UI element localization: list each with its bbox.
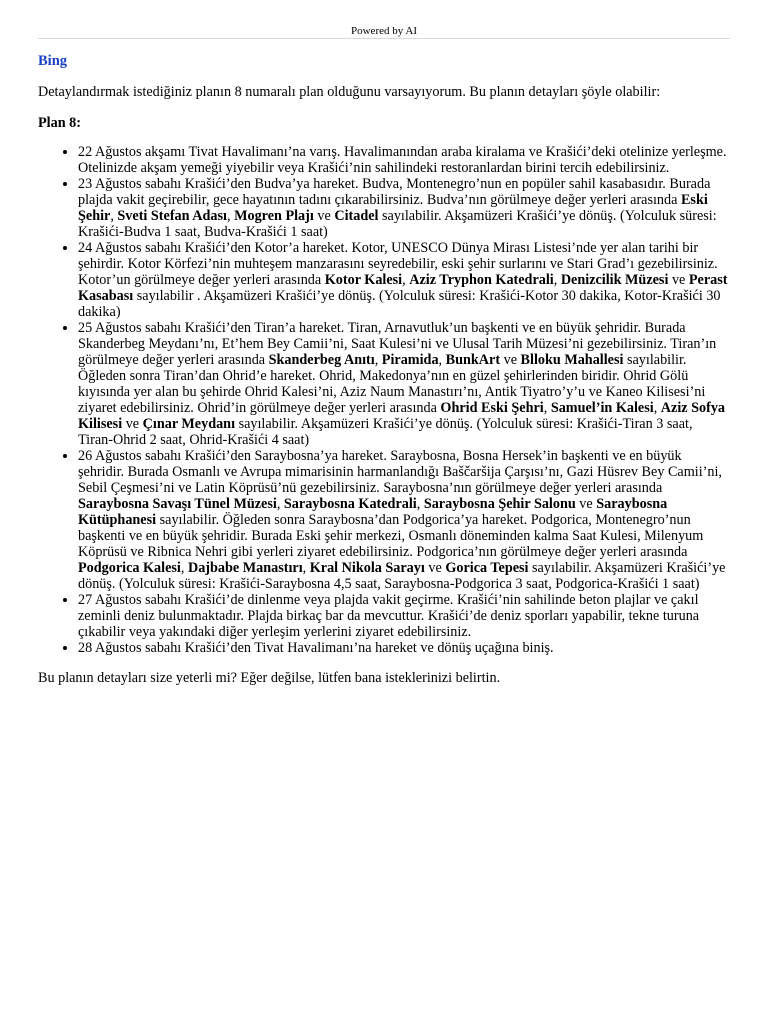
plan-item (78, 240, 730, 320)
place-name: BunkArt (445, 352, 501, 368)
place-name: Saraybosna Kütüphanesi (78, 496, 668, 528)
place-name: Aziz Tryphon Katedrali (409, 272, 554, 288)
place-name: Denizcilik Müzesi (560, 272, 669, 288)
plan-text: ve (122, 416, 143, 432)
place-name: Çınar Meydanı (142, 416, 236, 432)
plan-text: , (653, 400, 661, 416)
plan-text: 24 Ağustos sabahı Krašići’den Kotor’a hareket. Kotor, UNESCO Dünya Mirası Listesi’nde yer alan tarihi bir şehirdir. Kotor Körfezi’nin muhteşem manzarasını seyredebilir, eski şehir surlarını ve Stari Grad’ı gezebilirsiniz. Kotor’un görülmeye değer yerleri arasında (78, 240, 718, 288)
place-name: Saraybosna Katedrali (283, 496, 417, 512)
place-name: Citadel (334, 208, 379, 224)
plan-item (78, 320, 730, 448)
plan-text: sayılabilir. Öğleden sonra Tiran’dan Ohrid’e hareket. Ohrid, Makedonya’nın en güzel şehirlerinden biridir. Ohrid Gölü kıyısında yer alan bu şehirde Ohrid Kalesi’ni, Aziz Naum Manastırı’nı, Antik Tiyatro’y’u ve Kaneo Kilisesi’ni ziyaret edebilirsiniz. Ohrid’in görülmeye değer yerleri arasında (78, 352, 706, 416)
place-name: Aziz Sofya Kilisesi (78, 400, 726, 432)
plan-item (78, 640, 730, 656)
place-name: Ohrid Eski Şehri (440, 400, 544, 416)
plan-text: , (374, 352, 382, 368)
plan-text: sayılabilir. Akşamüzeri Krašići’ye dönüş. (Yolculuk süresi: Krašići-Tiran 3 saat, Tiran-Ohrid 2 saat, Ohrid-Krašići 4 saat) (78, 416, 693, 448)
plan-text: , (543, 400, 551, 416)
message-intro: Detaylandırmak istediğiniz planın 8 numaralı plan olduğunu varsayıyorum. Bu planın detayları şöyle olabilir: (38, 84, 661, 100)
plan-item (78, 448, 730, 592)
chat-message (38, 53, 730, 686)
plan-text: , (180, 560, 188, 576)
plan-text: , (276, 496, 284, 512)
plan-text: , (302, 560, 310, 576)
place-name: Sveti Stefan Adası (117, 208, 227, 224)
sender-name: Bing (38, 53, 68, 69)
place-name: Saraybosna Savaşı Tünel Müzesi (78, 496, 277, 512)
plan-text: 28 Ağustos sabahı Krašići’den Tivat Havalimanı’na hareket ve dönüş uçağına biniş. (78, 640, 554, 656)
message-outro: Bu planın detayları size yeterli mi? Eğer değilse, lütfen bana isteklerinizi belirtin. (38, 670, 501, 686)
plan-text: 27 Ağustos sabahı Krašići’de dinlenme veya plajda vakit geçirme. Krašići’nin sahilinde beton plajlar ve çakıl zeminli deniz bulunmaktadır. Plajda birkaç bar da mevcuttur. Krašići’de deniz sporları yapabilir, tekne turuna çıkabilir veya yakındaki diğer yerleşim yerlerini ziyaret edebilirsiniz. (78, 592, 700, 640)
plan-text: , (553, 272, 561, 288)
place-name: Gorica Tepesi (445, 560, 529, 576)
plan-item (78, 144, 730, 176)
plan-text: ve (668, 272, 689, 288)
plan-item (78, 592, 730, 640)
header-divider (38, 38, 730, 39)
place-name: Saraybosna Şehir Salonu (423, 496, 576, 512)
plan-list (38, 144, 730, 656)
plan-item (78, 176, 730, 240)
plan-text: 23 Ağustos sabahı Krašići’den Budva’ya hareket. Budva, Montenegro’nun en popüler sahil kasabasıdır. Burada plajda vakit geçirebilir, gece hayatının tadını çıkarabilirsiniz. Budva’nın görülmeye değer yerleri arasında (78, 176, 711, 208)
place-name: Perast Kasabası (78, 272, 728, 304)
plan-text: 22 Ağustos akşamı Tivat Havalimanı’na varış. Havalimanından araba kiralama ve Krašići’deki otelinize yerleşme. Otelinizde akşam yemeği yiyebilir veya Krašići’nin sahilindeki restoranlardan birini tercih edebilirsiniz. (78, 144, 727, 176)
plan-text: ve (500, 352, 521, 368)
plan-text: ve (424, 560, 446, 576)
place-name: Piramida (381, 352, 439, 368)
plan-text: , (416, 496, 424, 512)
plan-text: ve (575, 496, 597, 512)
plan-text: sayılabilir. Akşamüzeri Krašići’ye dönüş. (Yolculuk süresi: Krašići-Budva 1 saat, Budva-Krašići 1 saat) (78, 208, 717, 240)
place-name: Kotor Kalesi (324, 272, 403, 288)
place-name: Kral Nikola Sarayı (309, 560, 425, 576)
place-name: Blloku Mahallesi (520, 352, 624, 368)
place-name: Mogren Plajı (234, 208, 314, 224)
place-name: Eski Şehir (78, 192, 708, 224)
plan-title: Plan 8: (38, 115, 81, 131)
plan-text: ve (313, 208, 335, 224)
plan-text: sayılabilir . Akşamüzeri Krašići’ye dönüş. (Yolculuk süresi: Krašići-Kotor 30 dakika, Kotor-Krašići 30 dakika) (78, 288, 721, 320)
place-name: Skanderbeg Anıtı (268, 352, 375, 368)
powered-by-label: Powered by AI (351, 25, 417, 37)
plan-text: sayılabilir. Öğleden sonra Saraybosna’dan Podgorica’ya hareket. Podgorica, Montenegro’nun başkenti ve en büyük şehridir. Burada Eski şehir merkezi, Osmanlı döneminden kalma Saat Kulesi, Milenyum Köprüsü ve Ribnica Nehri gibi yerleri ziyaret edebilirsiniz. Podgorica’nın görülmeye değer yerleri arasında (78, 512, 704, 560)
place-name: Podgorica Kalesi (78, 560, 181, 576)
plan-text: , (402, 272, 410, 288)
place-name: Dajbabe Manastırı (187, 560, 303, 576)
plan-text: 25 Ağustos sabahı Krašići’den Tiran’a hareket. Tiran, Arnavutluk’un başkenti ve en büyük şehridir. Burada Skanderbeg Meydanı’nı, Et’hem Bey Camii’ni, Saat Kulesi’ni ve Ulusal Tarih Müzesi’ni gezebilirsiniz. Tiran’ın görülmeye değer yerleri arasında (78, 320, 717, 368)
plan-text: sayılabilir. Akşamüzeri Krašići’ye dönüş. (Yolculuk süresi: Krašići-Saraybosna 4,5 saat, Saraybosna-Podgorica 3 saat, Podgorica-Krašići 1 saat) (78, 560, 726, 592)
plan-text: , (227, 208, 235, 224)
plan-text: , (110, 208, 118, 224)
place-name: Samuel’in Kalesi (550, 400, 654, 416)
plan-text: , (438, 352, 446, 368)
plan-text: 26 Ağustos sabahı Krašići’den Saraybosna’ya hareket. Saraybosna, Bosna Hersek’in başkenti ve en büyük şehridir. Burada Osmanlı ve Avrupa mimarisinin harmanlandığı Baščaršija Çarşısı’nı, Gazi Hüsrev Bey Camii’ni, Sebil Çeşmesi’ni ve Latin Köprüsü’nü gezebilirsiniz. Saraybosna’nın görülmeye değer yerleri arasında (78, 448, 722, 496)
